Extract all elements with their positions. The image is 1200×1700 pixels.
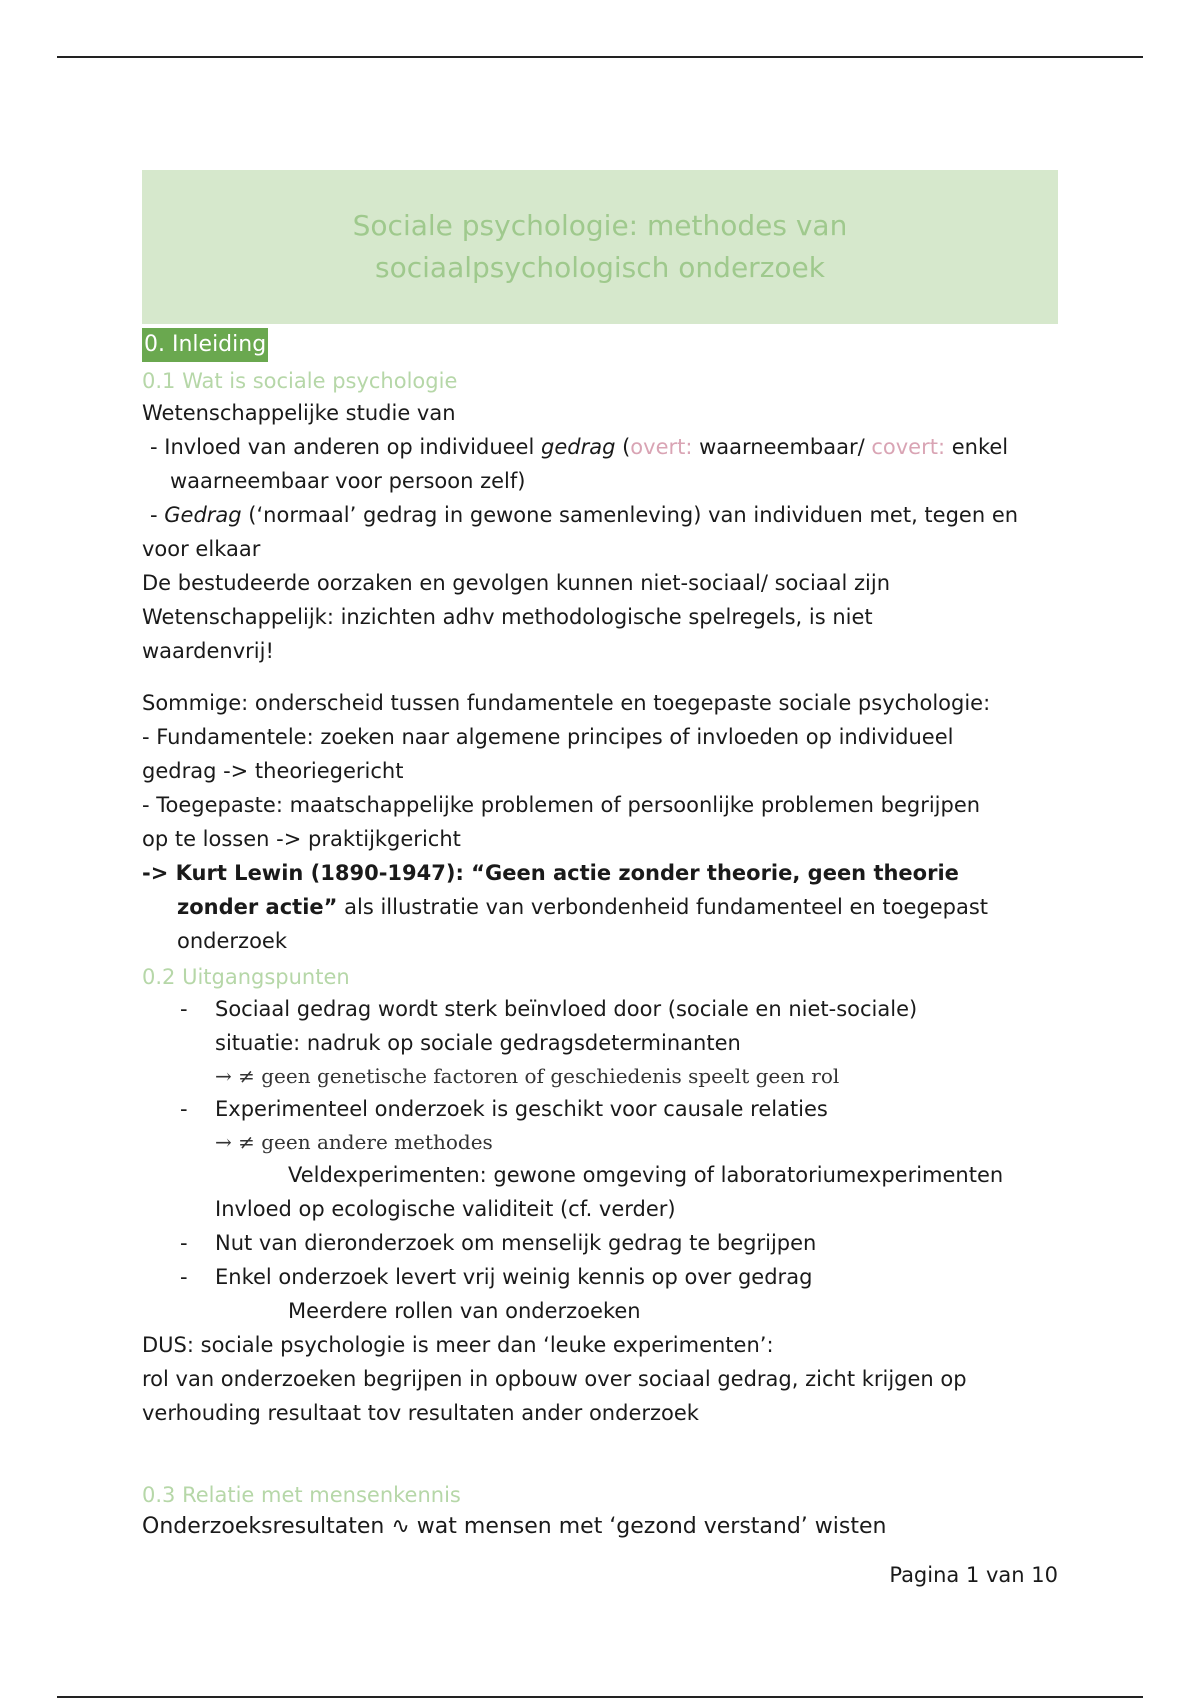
list-item <box>142 1092 1058 1126</box>
text-span: - <box>150 503 165 527</box>
covert-term: covert: <box>871 435 946 459</box>
dash-marker: - <box>180 1265 188 1289</box>
subheading-relatie-met-mensenkennis: 0.3 Relatie met mensenkennis <box>142 1483 461 1507</box>
list-item <box>142 1260 1058 1294</box>
document-page <box>142 170 1058 1587</box>
text-line: - Toegepaste: maatschappelijke problemen of persoonlijke problemen begrijpen <box>142 793 981 817</box>
spacer <box>142 1430 1058 1476</box>
text-span: Experimenteel onderzoek is geschikt voor causale relaties <box>215 1097 828 1121</box>
text-line: DUS: sociale psychologie is meer dan ‘leuke experimenten’: <box>142 1333 774 1357</box>
italic-text: Gedrag <box>164 503 242 527</box>
page-number: Pagina 1 van 10 <box>889 1563 1058 1587</box>
document-title: Sociale psychologie: methodes van sociaalpsychologisch onderzoek <box>352 209 848 284</box>
uitgangspunten-list <box>142 992 1058 1026</box>
text-span: (‘normaal’ gedrag in gewone samenleving) van individuen met, tegen en <box>241 503 1019 527</box>
text-line: Sommige: onderscheid tussen fundamentele en toegepaste sociale psychologie: <box>142 691 991 715</box>
text-span: Enkel onderzoek levert vrij weinig kennis op over gedrag <box>215 1265 813 1289</box>
text-span: waarneembaar/ <box>692 435 872 459</box>
dash-marker: - <box>180 997 188 1021</box>
text-line: op te lossen -> praktijkgericht <box>142 827 461 851</box>
text-line: onderzoek <box>177 929 287 953</box>
text-line: Veldexperimenten: gewone omgeving of laboratoriumexperimenten <box>288 1163 1004 1187</box>
list-item <box>142 992 1058 1026</box>
text-line: De bestudeerde oorzaken en gevolgen kunnen niet-sociaal/ sociaal zijn <box>142 571 891 595</box>
text-line: situatie: nadruk op sociale gedragsdeterminanten <box>215 1031 741 1055</box>
text-span: enkel <box>945 435 1009 459</box>
top-rule <box>57 56 1143 58</box>
text-span: Nut van dieronderzoek om menselijk gedrag te begrijpen <box>215 1231 817 1255</box>
text-span: ( <box>615 435 631 459</box>
dash-marker: - <box>180 1231 188 1255</box>
text-line: → ≠ geen andere methodes <box>215 1130 493 1154</box>
lewin-quote: -> Kurt Lewin (1890-1947): “Geen actie zonder theorie, geen theorie <box>142 861 959 885</box>
subheading-wat-is-sociale-psychologie: 0.1 Wat is sociale psychologie <box>142 369 458 393</box>
text-span: Sociaal gedrag wordt sterk beïnvloed door (sociale en niet-sociale) <box>215 997 918 1021</box>
list-item <box>142 1226 1058 1260</box>
text-line: - Fundamentele: zoeken naar algemene principes of invloeden op individueel <box>142 725 954 749</box>
text-line: verhouding resultaat tov resultaten ander onderzoek <box>142 1401 699 1425</box>
text-span: als illustratie van verbondenheid fundamenteel en toegepast <box>337 895 988 919</box>
title-box <box>142 170 1058 324</box>
text-line: gedrag -> theoriegericht <box>142 759 404 783</box>
bullet-gedrag <box>142 498 1058 532</box>
text-line: Meerdere rollen van onderzoeken <box>288 1299 641 1323</box>
uitgangspunten-list <box>142 1092 1058 1126</box>
bold-text: zonder actie” <box>177 895 338 919</box>
lewin-quote-cont <box>142 890 1058 924</box>
text-line: Onderzoeksresultaten ∿ wat mensen met ‘gezond verstand’ wisten <box>142 1514 887 1539</box>
overt-term: overt: <box>630 435 693 459</box>
text-line: waarneembaar voor persoon zelf) <box>170 469 526 493</box>
text-line: Wetenschappelijk: inzichten adhv methodologische spelregels, is niet <box>142 605 873 629</box>
dash-marker: - <box>180 1097 188 1121</box>
text-line: Wetenschappelijke studie van <box>142 401 456 425</box>
bullet-invloed <box>142 430 1058 464</box>
section-heading-inleiding: 0. Inleiding <box>142 328 268 362</box>
text-line: rol van onderzoeken begrijpen in opbouw over sociaal gedrag, zicht krijgen op <box>142 1367 967 1391</box>
text-line: voor elkaar <box>142 537 261 561</box>
spacer <box>142 668 1058 686</box>
italic-text: gedrag <box>541 435 616 459</box>
text-line: waardenvrij! <box>142 639 274 663</box>
uitgangspunten-list <box>142 1226 1058 1294</box>
text-line: → ≠ geen genetische factoren of geschiedenis speelt geen rol <box>215 1064 840 1088</box>
bottom-rule <box>57 1696 1143 1698</box>
text-line: Invloed op ecologische validiteit (cf. verder) <box>215 1197 676 1221</box>
text-span: - Invloed van anderen op individueel <box>150 435 541 459</box>
subheading-uitgangspunten: 0.2 Uitgangspunten <box>142 965 350 989</box>
